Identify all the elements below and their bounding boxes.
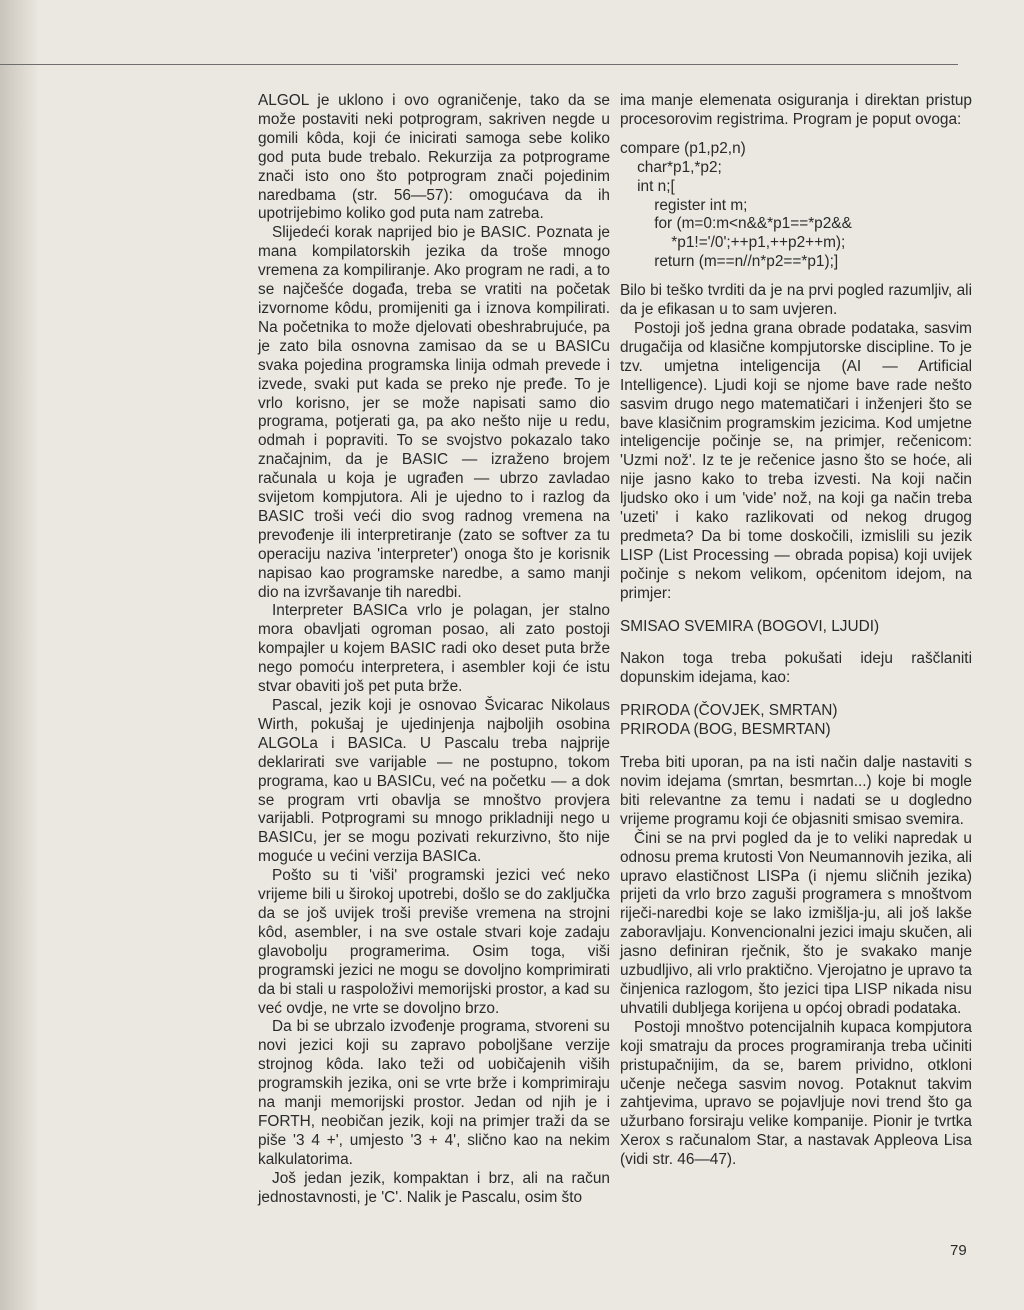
code-line: char*p1,*p2; bbox=[620, 158, 722, 176]
left-column bbox=[258, 92, 610, 1207]
paragraph: Slijedeći korak naprijed bio je BASIC. Poznata je mana kompilatorskih jezika da troše mnogo vremena za kompiliranje. Ako program ne radi, a to se najčešće događa, treba se vratiti na početak izvornome kôdu, promijeniti ga i iznova kompilirati. Na početnika to može djelovati obeshrabrujuće, pa je zato bila osnovna zamisao da se u BASICu svaka pojedina programska linija odmah prevede i izvede, svaki put kada se preko nje pređe. To je vrlo korisno, jer se može napisati samo dio programa, potjerati ga, pa ako nešto nije u redu, odmah i popraviti. To se svojstvo pokazalo tako značajnim, da je BASIC — izraženo brojem računala u koja je ugrađen — ubrzo zavladao svijetom kompjutora. Ali je ujedno to i razlog da BASIC troši veći dio svog radnog vremena na prevođenje ili interpretiranje (zato se softver za tu operaciju naziva 'interpreter') onoga što je korisnik napisao kao programske naredbe, a samo manji dio na izvršavanje tih naredbi. bbox=[258, 224, 610, 601]
spacer bbox=[620, 688, 972, 702]
top-rule bbox=[0, 64, 958, 65]
example-line: PRIRODA (BOG, BESMRTAN) bbox=[620, 721, 831, 739]
code-line: return (m==n//n*p2==*p1);] bbox=[620, 253, 839, 271]
paragraph: Postoji još jedna grana obrade podataka, sasvim drugačija od klasične kompjutorske discipline. To je tzv. umjetna inteligencija (AI — Artificial Intelligence). Ljudi koji se njome bave rade nešto sasvim drugo nego matematičari i inženjeri što se bave klasičnim programskim jezicima. Kod umjetne inteligencije počinje se, na primjer, rečenicom: 'Uzmi nož'. Iz te je rečenice jasno što se hoće, ali nije jasno kako to treba izvesti. Na koji način ljudsko oko i um 'vide' nož, na koji ga način treba 'uzeti' i kako razlikovati od nekog drugog predmeta? Da bi tome doskočili, izmislili su jezik LISP (List Processing — obrada popisa) koji uvijek počinje s nekom velikom, općenitom idejom, na primjer: bbox=[620, 319, 972, 602]
code-line: compare (p1,p2,n) bbox=[620, 139, 746, 157]
paragraph: Pošto su ti 'viši' programski jezici već neko vrijeme bili u širokoj upotrebi, došlo se do zaključka da se još uvijek troši previše vremena na strojni kôd, asembler, i na sve ostale stvari koje zadaju glavobolju programerima. Osim toga, viši programski jezici ne mogu se dovoljno komprimirati da bi stali u raspoloživi memorijski prostor, a kad su već ovdje, ne vrte se dovoljno brzo. bbox=[258, 867, 610, 1017]
paragraph: Nakon toga treba pokušati ideju raščlaniti dopunskim idejama, kao: bbox=[620, 650, 972, 687]
code-line: int n;[ bbox=[620, 177, 675, 195]
example-line: SMISAO SVEMIRA (BOGOVI, LJUDI) bbox=[620, 617, 880, 635]
spacer bbox=[620, 740, 972, 754]
example-line: PRIRODA (ČOVJEK, SMRTAN) bbox=[620, 702, 838, 720]
paragraph: Još jedan jezik, kompaktan i brz, ali na račun jednostavnosti, je 'C'. Nalik je Pascalu, osim što bbox=[258, 1169, 610, 1206]
right-column bbox=[620, 92, 972, 1170]
paragraph: Pascal, jezik koji je osnovao Švicarac Nikolaus Wirth, pokušaj je ujedinjenja najboljih osobina ALGOLa i BASICa. U Pascalu treba najprije deklarirati sve varijable — ne postupno, tokom programa, kao u BASICu, već na početku — a dok se program vrti obavlja se mnoštvo provjera varijabli. Potprogrami su mnogo prikladniji nego u BASICu, jer se mogu pozivati rekurzivno, što nije moguće u većini verzija BASICa. bbox=[258, 697, 610, 866]
page-number: 79 bbox=[950, 1242, 967, 1259]
spacer bbox=[620, 272, 972, 282]
paragraph: Treba biti uporan, pa na isti način dalje nastaviti s novim idejama (smrtan, besmrtan...) koje bi mogle biti relevantne za temu i nadati se u dogledno vrijeme programu koji će objasniti smisao svemira. bbox=[620, 754, 972, 828]
paragraph: Postoji mnoštvo potencijalnih kupaca kompjutora koji smatraju da proces programiranja treba učiniti pristupačnijim, da se, barem prividno, otkloni učenje nečega sasvim novog. Potaknut takvim zahtjevima, upravo se pojavljuje novi trend što ga užurbano forsiraju velike kompanije. Pionir je tvrtka Xerox s računalom Star, a nastavak Appleova Lisa (vidi str. 46—47). bbox=[620, 1018, 972, 1169]
spacer bbox=[620, 130, 972, 140]
paragraph: ima manje elemenata osiguranja i direktan pristup procesorovim registrima. Program je poput ovoga: bbox=[620, 92, 972, 128]
paragraph: Interpreter BASICa vrlo je polagan, jer stalno mora obavljati ogroman posao, ali zato postoji kompajler u kojem BASIC radi oko deset puta brže nego pomoću interpretera, i asembler koji će istu stvar obaviti još pet puta brže. bbox=[258, 602, 610, 696]
paragraph: ALGOL je uklono i ovo ograničenje, tako da se može postaviti neki potprogram, sakriven negde u gomili kôda, koji će inicirati samoga sebe koliko god puta bude trebalo. Rekurzija za potprograme znači isto ono što potprogram znači pojedinim naredbama (str. 56—57): omogućava da ih upotrijebimo koliko god puta nam zatreba. bbox=[258, 92, 610, 223]
code-block bbox=[620, 140, 972, 272]
code-line: *p1!='/0';++p1,++p2++m); bbox=[620, 234, 846, 252]
paragraph: Da bi se ubrzalo izvođenje programa, stvoreni su novi jezici koji su zapravo poboljšane verzije strojnog kôda. Iako teži od uobičajenih viših programskih jezika, oni se vrte brže i komprimiraju na manji memorijski prostor. Jedan od njih je i FORTH, neobičan jezik, koji na primjer traži da se piše '3 4 +', umjesto '3 + 4', slično kao na nekim kalkulatorima. bbox=[258, 1018, 610, 1168]
code-line: for (m=0:m<n&&*p1==*p2&& bbox=[620, 215, 852, 233]
paragraph: Bilo bi teško tvrditi da je na prvi pogled razumljiv, ali da je efikasan u to sam uvjeren. bbox=[620, 282, 972, 319]
page-binding-shadow bbox=[0, 0, 40, 1310]
paragraph: Čini se na prvi pogled da je to veliki napredak u odnosu prema krutosti Von Neumannovih jezika, ali upravo elastičnost LISPa (i njemu sličnih jezika) prijeti da vrlo brzo zaguši programera s mnoštvom riječi-naredbi koje se lako izmišlja-ju, ali još lakše zaboravljaju. Konvencionalni jezici imaju skučen, ali jasno definiran rječnik, što je svakako manje uzbudljivo, ali vrlo praktično. Vjerojatno je upravo ta činjenica razlogom, što jezici tipa LISP nikada nisu uhvatili dubljega korijena u općoj obradi podataka. bbox=[620, 829, 972, 1017]
code-line: register int m; bbox=[620, 196, 748, 214]
spacer bbox=[620, 636, 972, 650]
spacer bbox=[620, 604, 972, 618]
